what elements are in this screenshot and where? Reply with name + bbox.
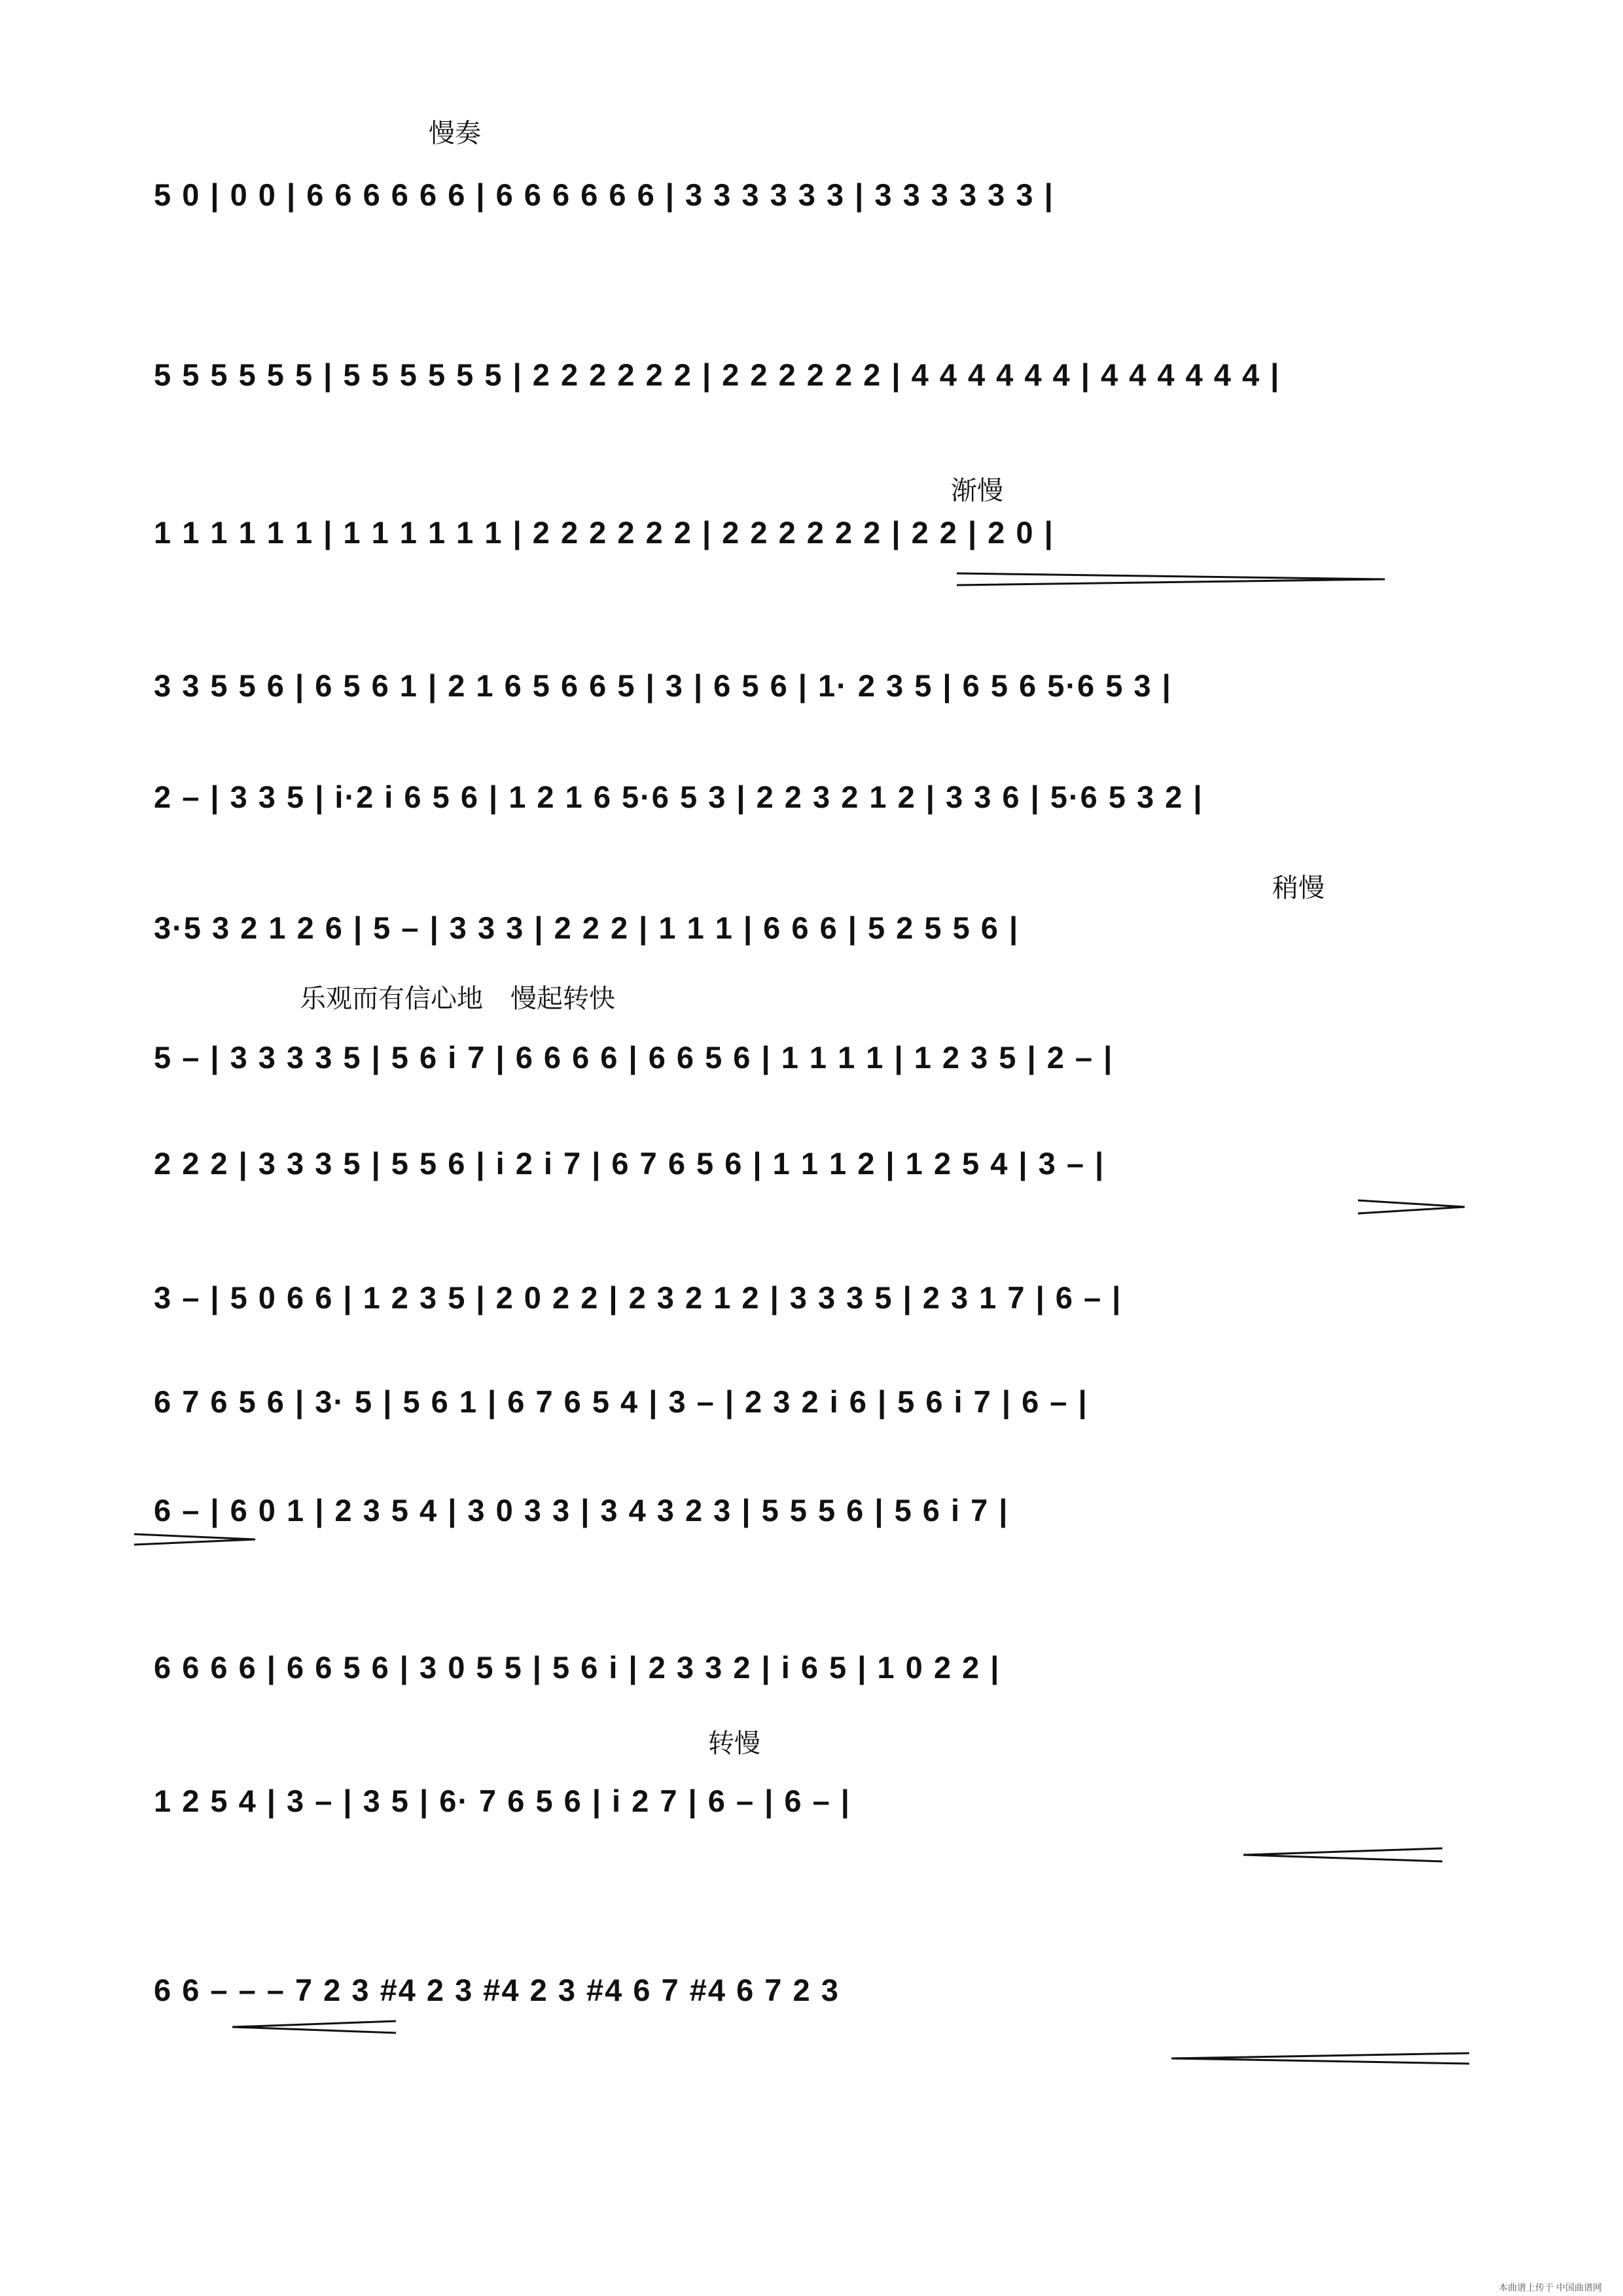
tempo-mark-turn-slow: 转慢 [708,1729,760,1758]
tempo-mark-slow-start: 慢奏 [429,119,481,148]
score-row: 1 1 1 1 1 1 | 1 1 1 1 1 1 | 2 2 2 2 2 2 | 2 2 2 2 2 2 | 2 2 | 2 0 | [154,515,1054,550]
score-row: 3 3 5 5 6 | 6 5 6 1 | 2 1 6 5 6 6 5 | 3 | 6 5 6 | 1· 2 3 5 | 6 5 6 5·6 5 3 | [154,668,1172,703]
score-row: 3 – | 5 0 6 6 | 1 2 3 5 | 2 0 2 2 | 2 3 2 1 2 | 3 3 3 5 | 2 3 1 7 | 6 – | [154,1280,1122,1315]
expression-mark-optimistic: 乐观而有信心地 [300,984,483,1013]
score-row: 3·5 3 2 1 2 6 | 5 – | 3 3 3 | 2 2 2 | 1 1 1 | 6 6 6 | 5 2 5 5 6 | [154,910,1020,945]
score-row: 6 7 6 5 6 | 3· 5 | 5 6 1 | 6 7 6 5 4 | 3 – | 2 3 2 i 6 | 5 6 i 7 | 6 – | [154,1384,1088,1419]
score-row: 5 0 | 0 0 | 6 6 6 6 6 6 | 6 6 6 6 6 6 | 3 3 3 3 3 3 | 3 3 3 3 3 3 | [154,177,1054,212]
tempo-mark-slow-then-fast: 慢起转快 [510,984,615,1013]
score-row: 6 6 6 6 | 6 6 5 6 | 3 0 5 5 | 5 6 i | 2 3 3 2 | i 6 5 | 1 0 2 2 | [154,1650,1001,1685]
score-row: 2 2 2 | 3 3 3 5 | 5 5 6 | i 2 i 7 | 6 7 6 5 6 | 1 1 1 2 | 1 2 5 4 | 3 – | [154,1146,1105,1181]
score-row: 2 – | 3 3 5 | i·2 i 6 5 6 | 1 2 1 6 5·6 5 3 | 2 2 3 2 1 2 | 3 3 6 | 5·6 5 3 2 | [154,780,1204,814]
tempo-mark-slightly-slower: 稍慢 [1272,874,1325,903]
footer-credit: 本曲谱上传于 中国曲谱网 [1499,2282,1602,2293]
tempo-mark-gradually-slower: 渐慢 [951,476,1003,505]
score-row: 6 – | 6 0 1 | 2 3 5 4 | 3 0 3 3 | 3 4 3 2 3 | 5 5 5 6 | 5 6 i 7 | [154,1493,1009,1528]
score-row: 5 – | 3 3 3 3 5 | 5 6 i 7 | 6 6 6 6 | 6 6 5 6 | 1 1 1 1 | 1 2 3 5 | 2 – | [154,1040,1114,1075]
score-row: 1 2 5 4 | 3 – | 3 5 | 6· 7 6 5 6 | i 2 7 | 6 – | 6 – | [154,1784,851,1818]
score-row: 5 5 5 5 5 5 | 5 5 5 5 5 5 | 2 2 2 2 2 2 | 2 2 2 2 2 2 | 4 4 4 4 4 4 | 4 4 4 4 4 4 | [154,357,1281,392]
score-row: 6 6 – – – 7 2 3 #4 2 3 #4 2 3 #4 6 7 #4 6 7 2 3 [154,1973,840,2007]
